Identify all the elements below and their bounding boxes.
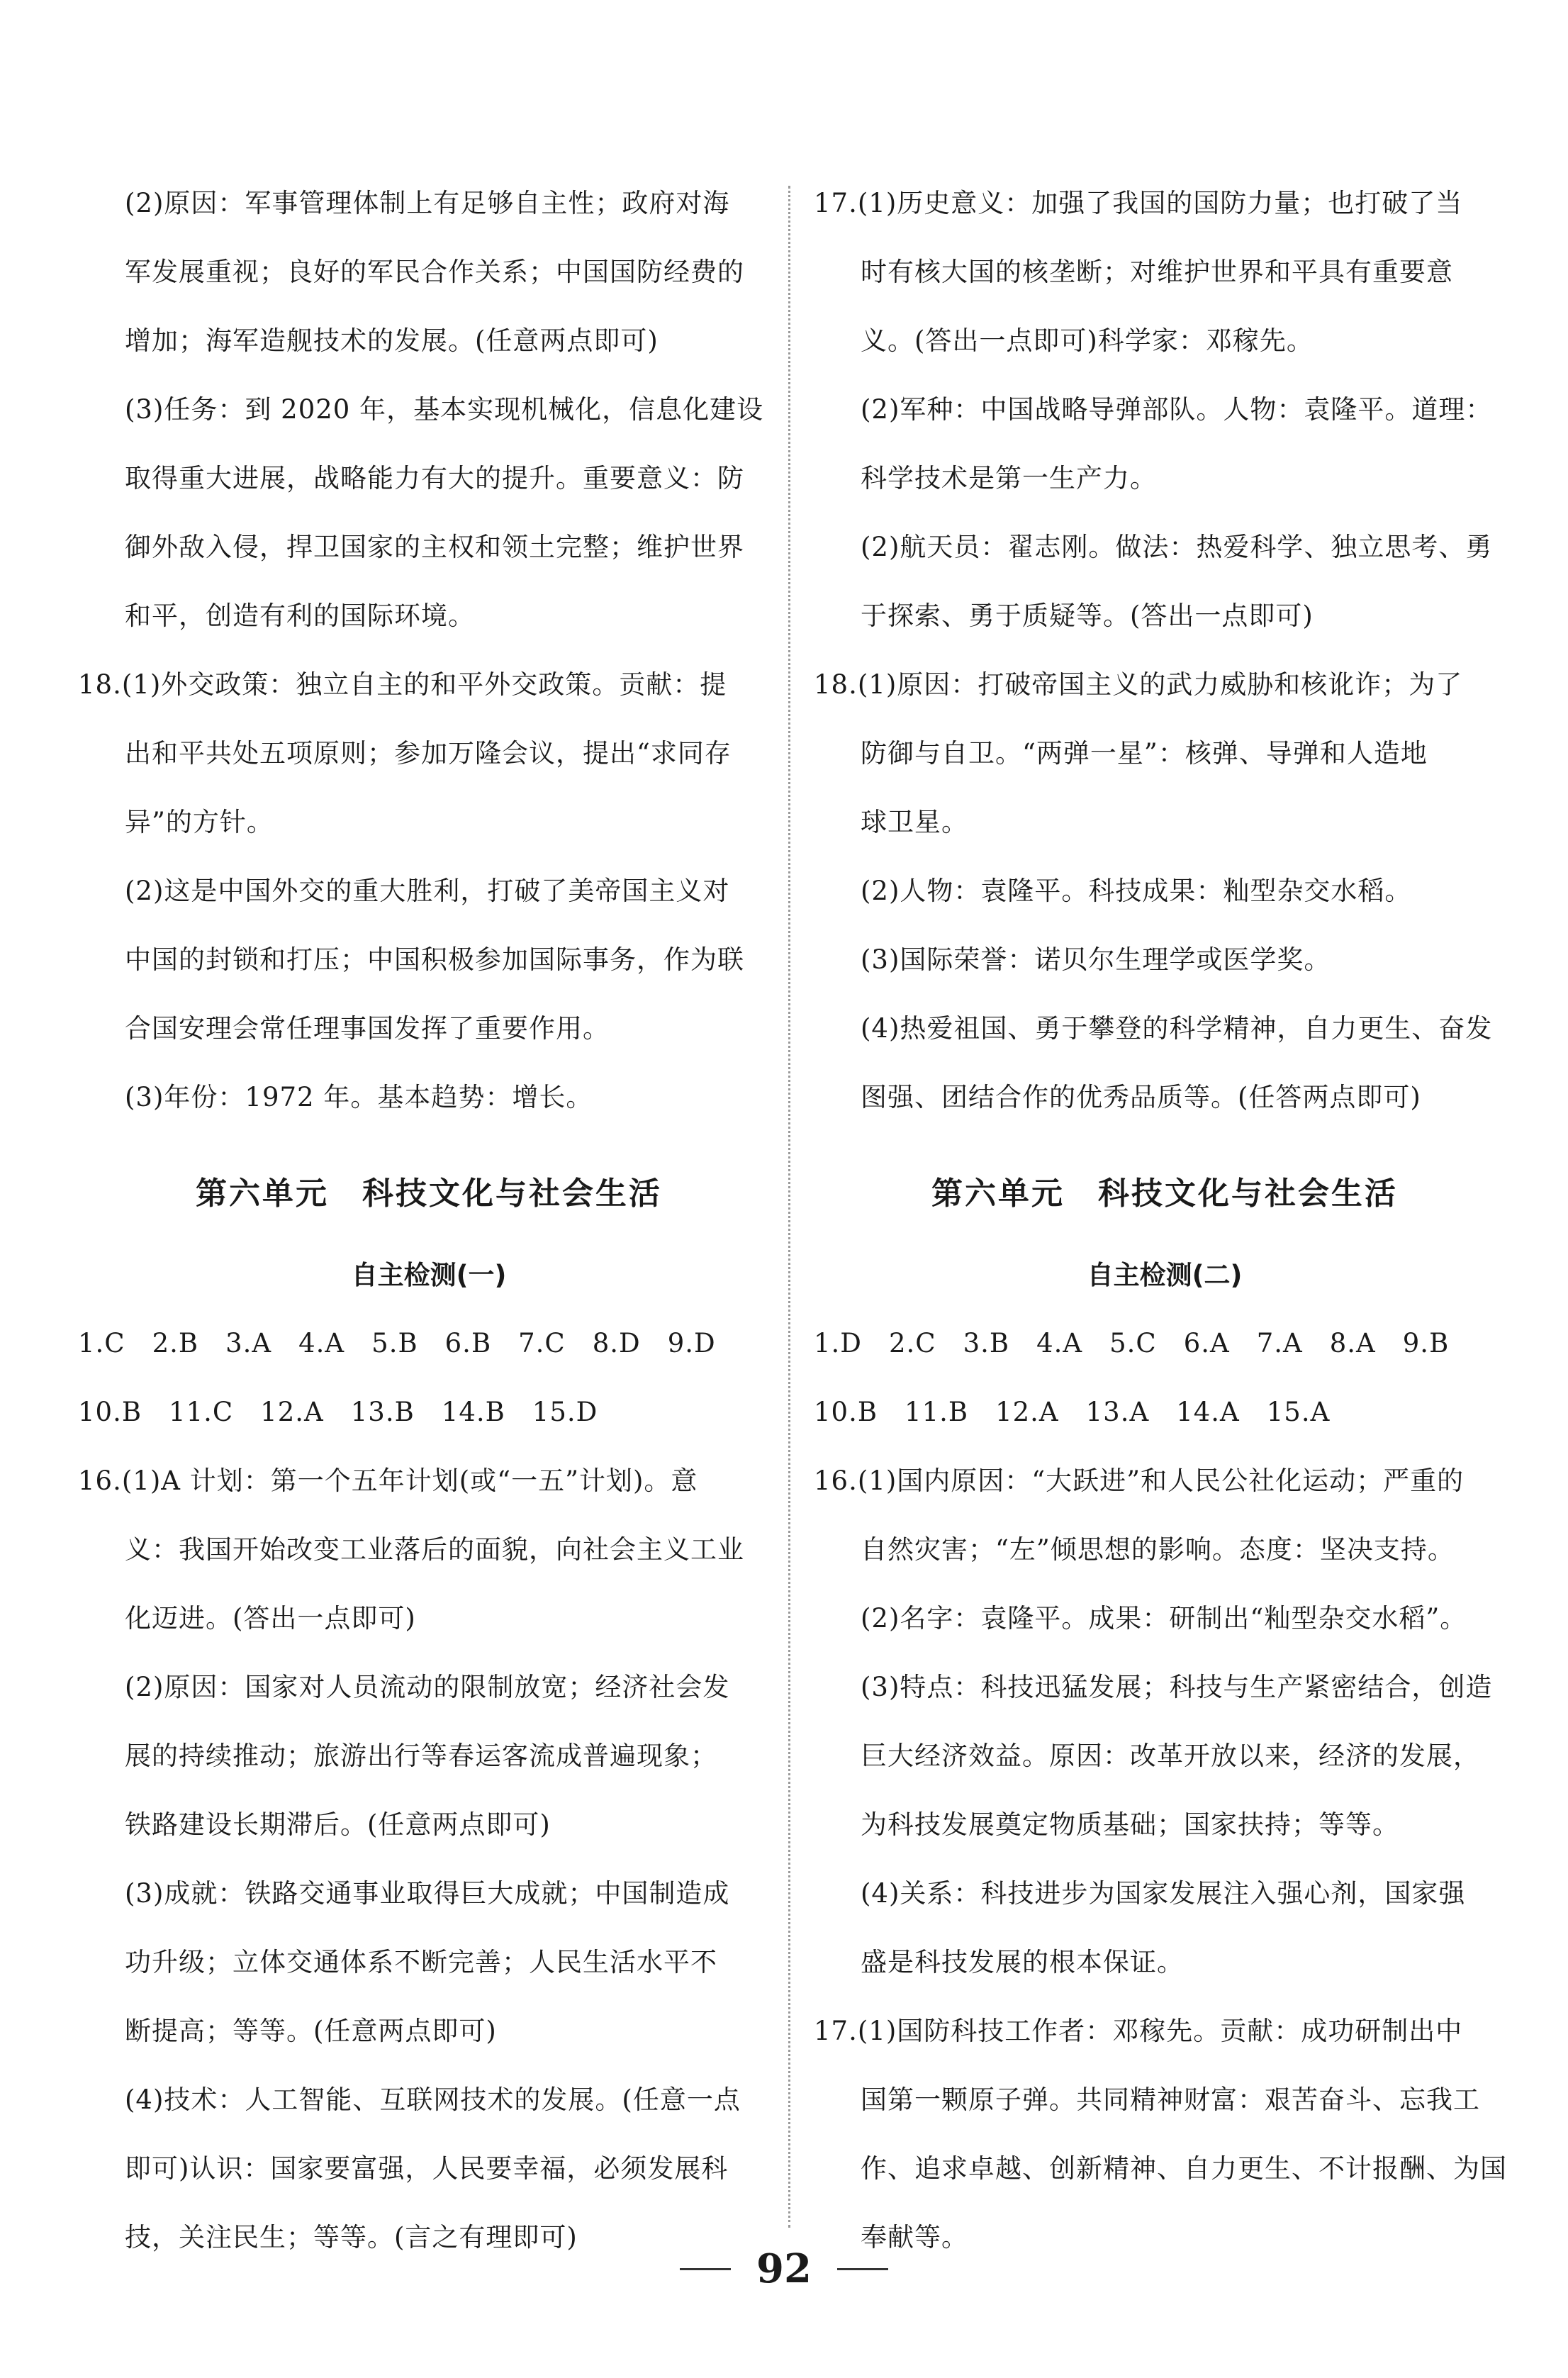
answer-line: (2)这是中国外交的重大胜利，打破了美帝国主义对 [125,876,730,906]
answer-line: 10.B 11.C 12.A 13.B 14.B 15.D [78,1397,598,1427]
answer-line: 即可)认识：国家要富强，人民要幸福，必须发展科 [125,2153,729,2184]
answer-line: 作、追求卓越、创新精神、自力更生、不计报酬、为国 [861,2153,1507,2184]
answer-line: 16.(1)A 计划：第一个五年计划(或“一五”计划)。意 [78,1466,698,1496]
answer-line: 增加；海军造舰技术的发展。(任意两点即可) [125,325,659,356]
answer-line: 17.(1)国防科技工作者：邓稼先。贡献：成功研制出中 [814,2016,1463,2046]
answer-line: 异”的方针。 [125,807,274,837]
answer-line: 球卫星。 [861,807,968,837]
answer-line: (3)任务：到 2020 年，基本实现机械化，信息化建设 [125,394,764,425]
right-bottom-answers [814,1309,1516,2272]
answer-line: 铁路建设长期滞后。(任意两点即可) [125,1809,551,1840]
answer-line: (3)成就：铁路交通事业取得巨大成就；中国制造成 [125,1878,730,1909]
answer-line: 展的持续推动；旅游出行等春运客流成普遍现象； [125,1741,717,1771]
answer-line: 出和平共处五项原则；参加万隆会议，提出“求同存 [125,738,732,769]
right-column [814,169,1516,2272]
answer-line: (4)技术：人工智能、互联网技术的发展。(任意一点 [125,2084,741,2115]
answer-line: (2)原因：军事管理体制上有足够自主性；政府对海 [125,188,730,218]
column-divider [788,186,790,2228]
answer-line: (3)特点：科技迅猛发展；科技与生产紧密结合，创造 [861,1672,1493,1702]
answer-line: 防御与自卫。“两弹一星”：核弹、导弹和人造地 [861,738,1428,769]
left-unit-title: 第六单元 科技文化与社会生活 [196,1176,662,1212]
answer-line: 10.B 11.B 12.A 13.A 14.A 15.A [814,1397,1331,1427]
answer-line: 1.D 2.C 3.B 4.A 5.C 6.A 7.A 8.A 9.B [814,1328,1450,1358]
answer-line: 自然灾害；“左”倾思想的影响。态度：坚决支持。 [861,1534,1455,1565]
answer-line: 取得重大进展，战略能力有大的提升。重要意义：防 [125,463,744,493]
answer-line: 于探索、勇于质疑等。(答出一点即可) [861,601,1314,631]
left-section-subtitle: 自主检测(一) [351,1260,507,1290]
answer-line: 化迈进。(答出一点即可) [125,1603,416,1634]
footer-dash-left [680,2268,731,2270]
page-number: 92 [756,2245,812,2292]
left-column [78,169,780,2272]
right-top-answers [814,169,1516,1132]
answer-line: 国第一颗原子弹。共同精神财富：艰苦奋斗、忘我工 [861,2084,1480,2115]
answer-line: (3)国际荣誉：诺贝尔生理学或医学奖。 [861,944,1331,975]
right-unit-title: 第六单元 科技文化与社会生活 [931,1176,1398,1212]
answer-line: 御外敌入侵，捍卫国家的主权和领土完整；维护世界 [125,532,744,562]
answer-line: 技，关注民生；等等。(言之有理即可) [125,2222,578,2253]
answer-line: 16.(1)国内原因：“大跃进”和人民公社化运动；严重的 [814,1466,1465,1496]
right-section-subtitle: 自主检测(二) [1087,1260,1243,1290]
answer-line: (2)人物：袁隆平。科技成果：籼型杂交水稻。 [861,876,1412,906]
answer-line: (4)热爱祖国、勇于攀登的科学精神，自力更生、奋发 [861,1013,1493,1044]
answer-line: (2)名字：袁隆平。成果：研制出“籼型杂交水稻”。 [861,1603,1467,1634]
left-top-answers [78,169,780,1132]
answer-line: 断提高；等等。(任意两点即可) [125,2016,497,2046]
footer-dash-right [837,2268,888,2270]
left-bottom-answers [78,1309,780,2272]
answer-line: 17.(1)历史意义：加强了我国的国防力量；也打破了当 [814,188,1463,218]
answer-line: 合国安理会常任理事国发挥了重要作用。 [125,1013,610,1044]
answer-line: 18.(1)外交政策：独立自主的和平外交政策。贡献：提 [78,669,727,700]
answer-line: 中国的封锁和打压；中国积极参加国际事务，作为联 [125,944,744,975]
answer-line: (2)军种：中国战略导弹部队。人物：袁隆平。道理： [861,394,1493,425]
answer-line: 巨大经济效益。原因：改革开放以来，经济的发展， [861,1741,1480,1771]
answer-line: 1.C 2.B 3.A 4.A 5.B 6.B 7.C 8.D 9.D [78,1328,716,1358]
page-footer [0,2240,1568,2297]
answer-line: 义。(答出一点即可)科学家：邓稼先。 [861,325,1314,356]
answer-line: 盛是科技发展的根本保证。 [861,1947,1184,1977]
answer-line: 功升级；立体交通体系不断完善；人民生活水平不 [125,1947,717,1977]
answer-line: (3)年份：1972 年。基本趋势：增长。 [125,1082,593,1112]
answer-line: 18.(1)原因：打破帝国主义的武力威胁和核讹诈；为了 [814,669,1463,700]
answer-line: 为科技发展奠定物质基础；国家扶持；等等。 [861,1809,1399,1840]
answer-line: 时有核大国的核垄断；对维护世界和平具有重要意 [861,257,1453,287]
answer-line: (4)关系：科技进步为国家发展注入强心剂，国家强 [861,1878,1466,1909]
answer-line: 军发展重视；良好的军民合作关系；中国国防经费的 [125,257,744,287]
answer-line: (2)原因：国家对人员流动的限制放宽；经济社会发 [125,1672,730,1702]
answer-line: 义：我国开始改变工业落后的面貌，向社会主义工业 [125,1534,744,1565]
answer-line: (2)航天员：翟志刚。做法：热爱科学、独立思考、勇 [861,532,1493,562]
answer-line: 和平，创造有利的国际环境。 [125,601,475,631]
answer-line: 图强、团结合作的优秀品质等。(任答两点即可) [861,1082,1421,1112]
answer-line: 奉献等。 [861,2222,968,2253]
answer-line: 科学技术是第一生产力。 [861,463,1157,493]
